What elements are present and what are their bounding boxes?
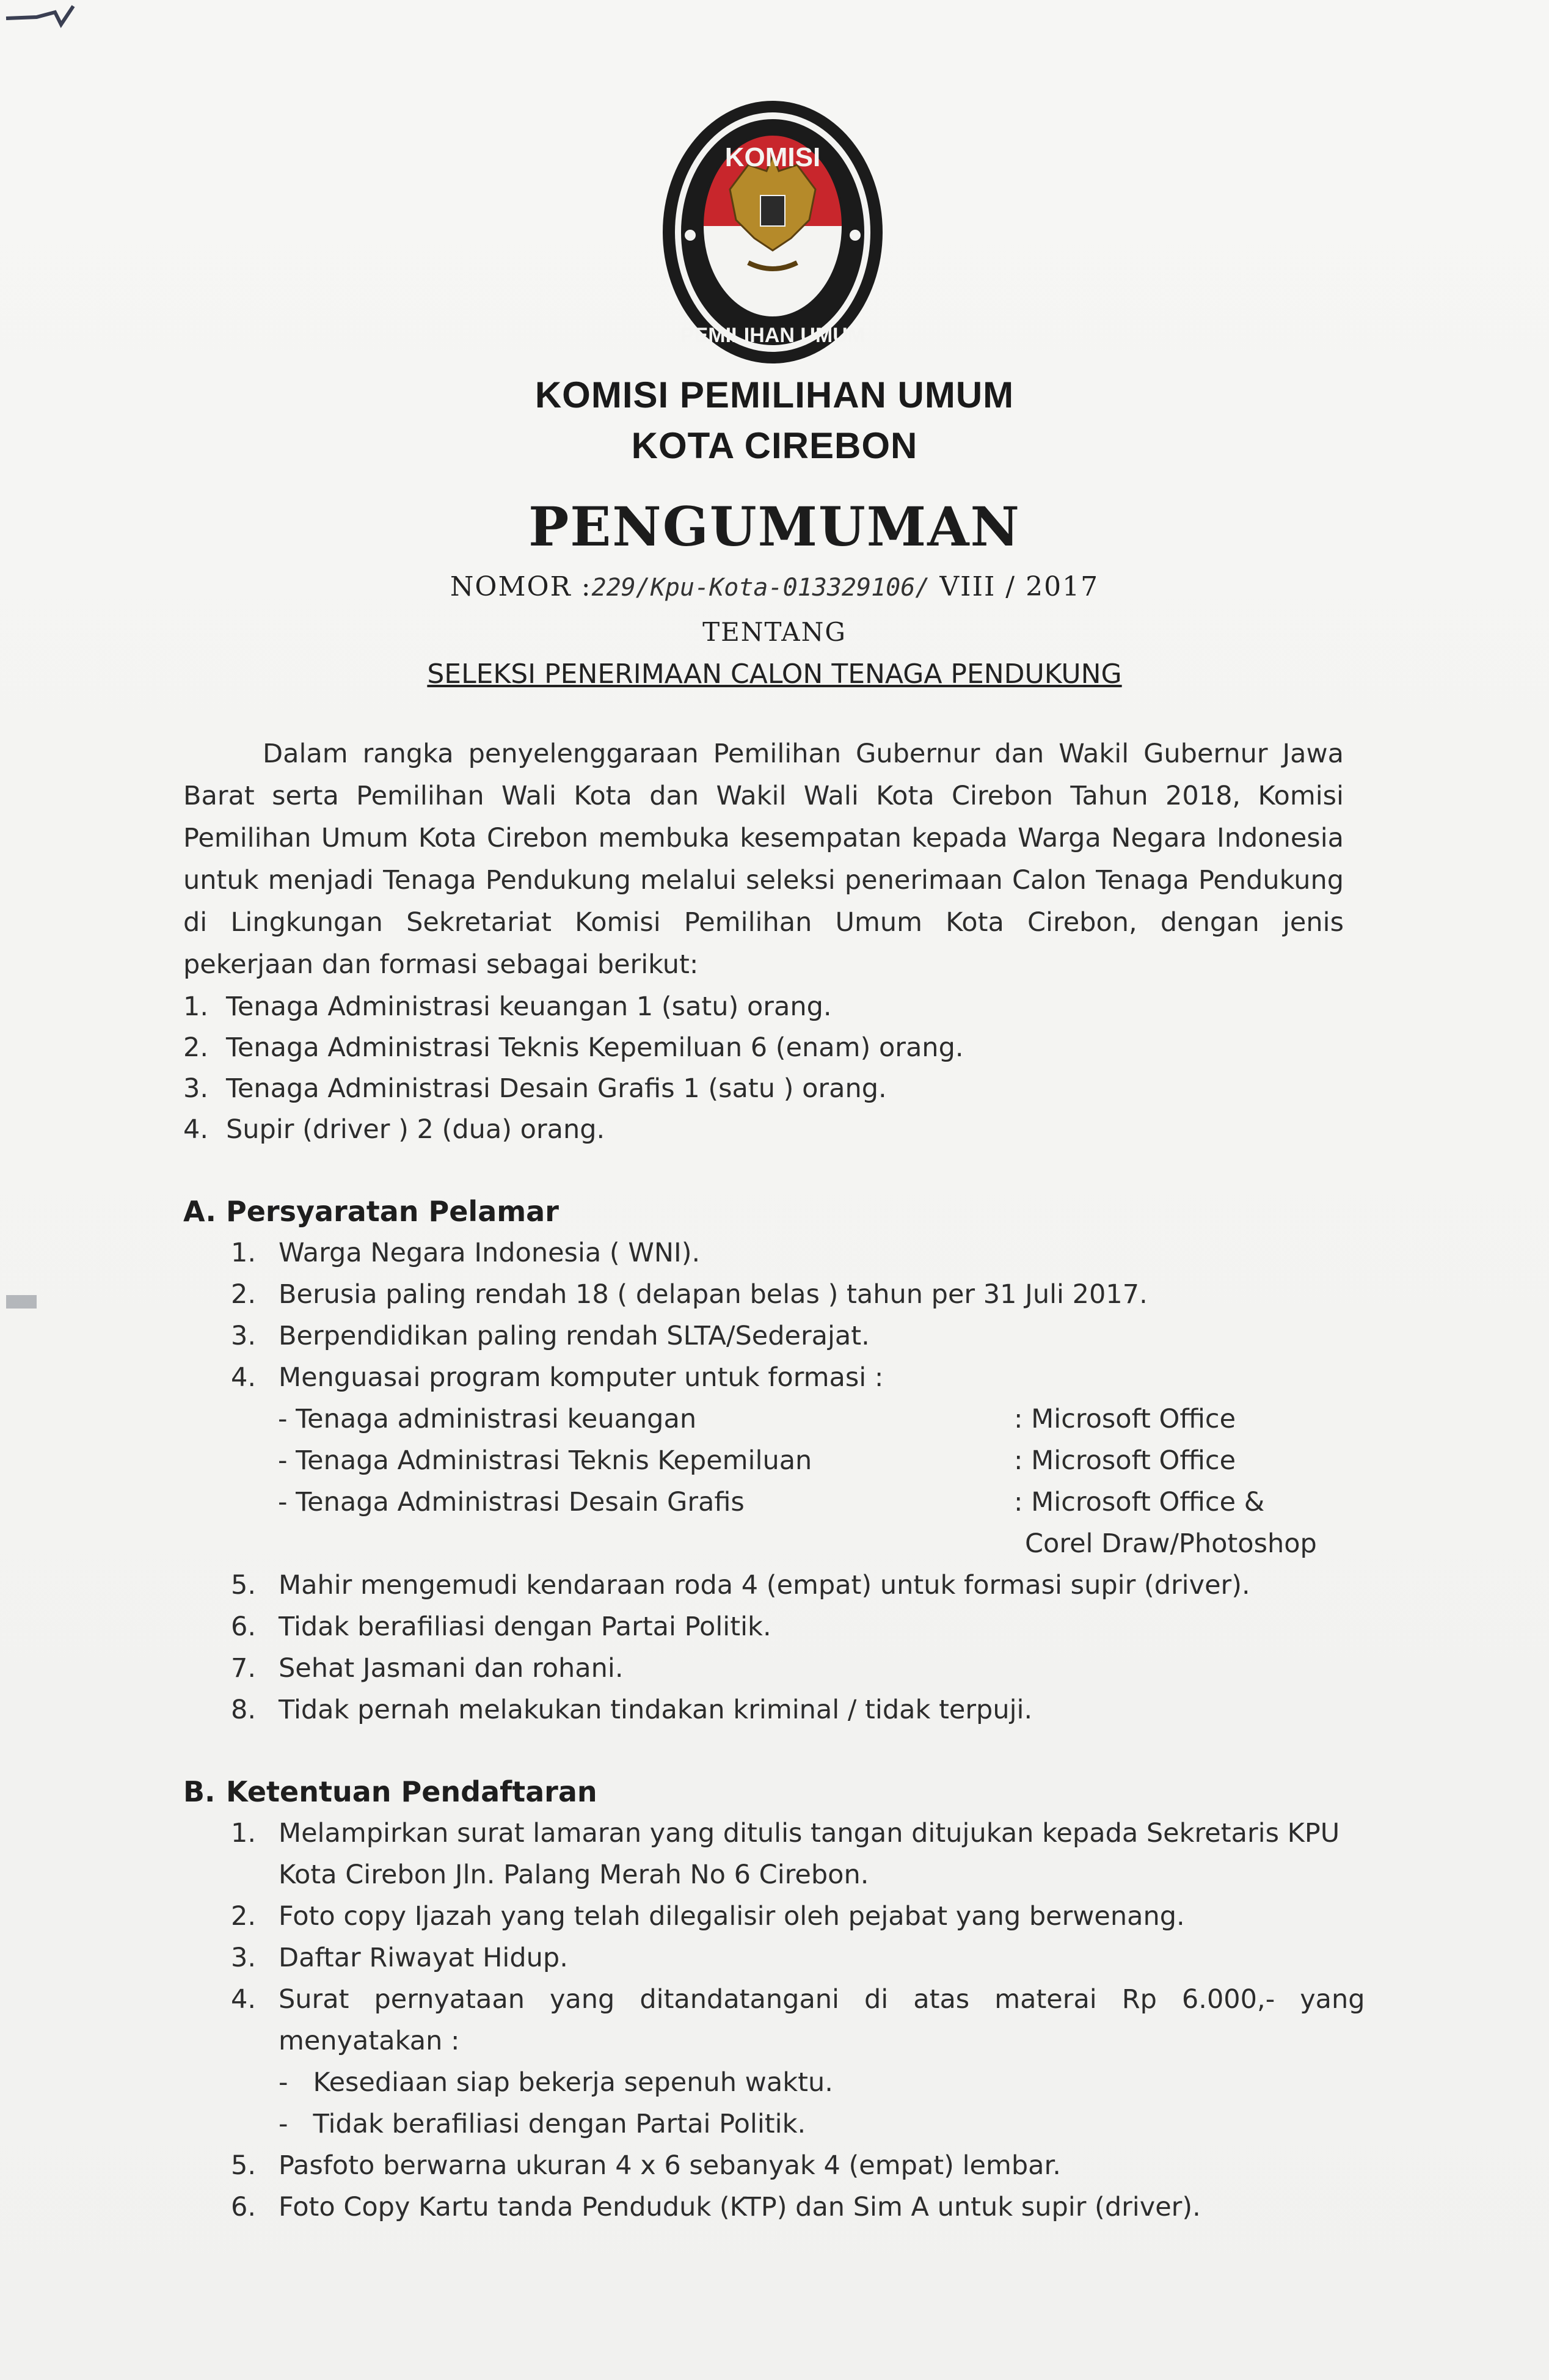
requirement-item: 2. Berusia paling rendah 18 ( delapan belas ) tahun per 31 Juli 2017. xyxy=(231,1279,1148,1310)
formasi-item: 4. Supir (driver ) 2 (dua) orang. xyxy=(183,1114,605,1145)
kpu-logo-icon xyxy=(657,98,889,367)
requirement-item: 4. Menguasai program komputer untuk formasi : xyxy=(231,1362,884,1393)
registration-item: 6. Foto Copy Kartu tanda Penduduk (KTP) dan Sim A untuk supir (driver). xyxy=(231,2192,1201,2222)
logo-text-bottom: PEMILIHAN UMUM xyxy=(680,324,866,347)
registration-item: 1. Melampirkan surat lamaran yang ditulis tangan ditujukan kepada Sekretaris KPU xyxy=(231,1818,1340,1849)
nomor-suffix: VIII / 2017 xyxy=(939,571,1099,602)
registration-item-cont: menyatakan : xyxy=(279,2026,460,2056)
program-software: : Microsoft Office xyxy=(1014,1404,1236,1434)
program-role: - Tenaga Administrasi Desain Grafis xyxy=(278,1487,745,1517)
org-name-line2: KOTA CIREBON xyxy=(631,425,918,466)
logo-text-top: KOMISI xyxy=(724,142,821,172)
document-number xyxy=(0,571,1549,602)
document-subtitle: SELEKSI PENERIMAAN CALON TENAGA PENDUKUNG xyxy=(427,659,1122,690)
formasi-item: 1. Tenaga Administrasi keuangan 1 (satu) orang. xyxy=(183,991,832,1022)
formasi-item: 2. Tenaga Administrasi Teknis Kepemiluan 6 (enam) orang. xyxy=(183,1032,964,1063)
tentang-label: TENTANG xyxy=(702,617,847,647)
scan-mark-icon xyxy=(0,0,98,37)
formasi-item: 3. Tenaga Administrasi Desain Grafis 1 (satu ) orang. xyxy=(183,1073,887,1104)
registration-item: 5. Pasfoto berwarna ukuran 4 x 6 sebanyak 4 (empat) lembar. xyxy=(231,2150,1061,2181)
program-software-cont: Corel Draw/Photoshop xyxy=(1025,1528,1317,1559)
nomor-handwritten: 229/Kpu-Kota-013329106/ xyxy=(591,574,930,602)
registration-subitem: - Tidak berafiliasi dengan Partai Politik. xyxy=(279,2109,806,2139)
requirement-item: 1. Warga Negara Indonesia ( WNI). xyxy=(231,1238,701,1268)
program-software: : Microsoft Office & xyxy=(1014,1487,1265,1517)
registration-item: 2. Foto copy Ijazah yang telah dilegalisir oleh pejabat yang berwenang. xyxy=(231,1901,1185,1932)
registration-item: 3. Daftar Riwayat Hidup. xyxy=(231,1943,568,1973)
section-b-heading: B. Ketentuan Pendaftaran xyxy=(183,1775,597,1808)
program-role: - Tenaga Administrasi Teknis Kepemiluan xyxy=(278,1445,812,1476)
org-name-line1: KOMISI PEMILIHAN UMUM xyxy=(534,374,1015,415)
program-software: : Microsoft Office xyxy=(1014,1445,1236,1476)
registration-item: 4. Surat pernyataan yang ditandatangani di atas materai Rp 6.000,- yang xyxy=(231,1984,1365,2015)
program-role: - Tenaga administrasi keuangan xyxy=(278,1404,697,1434)
requirement-item: 8. Tidak pernah melakukan tindakan kriminal / tidak terpuji. xyxy=(231,1695,1033,1725)
section-a-heading: A. Persyaratan Pelamar xyxy=(183,1195,559,1228)
intro-paragraph xyxy=(183,733,1344,986)
requirement-item: 3. Berpendidikan paling rendah SLTA/Sederajat. xyxy=(231,1321,870,1351)
requirement-item: 5. Mahir mengemudi kendaraan roda 4 (empat) untuk formasi supir (driver). xyxy=(231,1570,1250,1601)
requirement-item: 7. Sehat Jasmani dan rohani. xyxy=(231,1653,624,1684)
registration-subitem: - Kesediaan siap bekerja sepenuh waktu. xyxy=(279,2067,833,2098)
scan-artifact xyxy=(6,1295,37,1309)
intro-text: Dalam rangka penyelenggaraan Pemilihan Gubernur dan Wakil Gubernur Jawa Barat serta Pemilihan Wali Kota dan Wakil Wali Kota Cirebon Tahun 2018, Komisi Pemilihan Umum Kota Cirebon membuka kesempatan kepada Warga Negara Indonesia untuk menjadi Tenaga Pendukung melalui seleksi penerimaan Calon Tenaga Pendukung di Lingkungan Sekretariat Komisi Pemilihan Umum Kota Cirebon, dengan jenis pekerjaan dan formasi sebagai berikut: xyxy=(183,739,1344,980)
requirement-item: 6. Tidak berafiliasi dengan Partai Politik. xyxy=(231,1612,771,1642)
page-title: PENGUMUMAN xyxy=(528,495,1021,558)
nomor-label: NOMOR : xyxy=(450,571,592,602)
registration-item-cont: Kota Cirebon Jln. Palang Merah No 6 Cirebon. xyxy=(279,1860,869,1890)
